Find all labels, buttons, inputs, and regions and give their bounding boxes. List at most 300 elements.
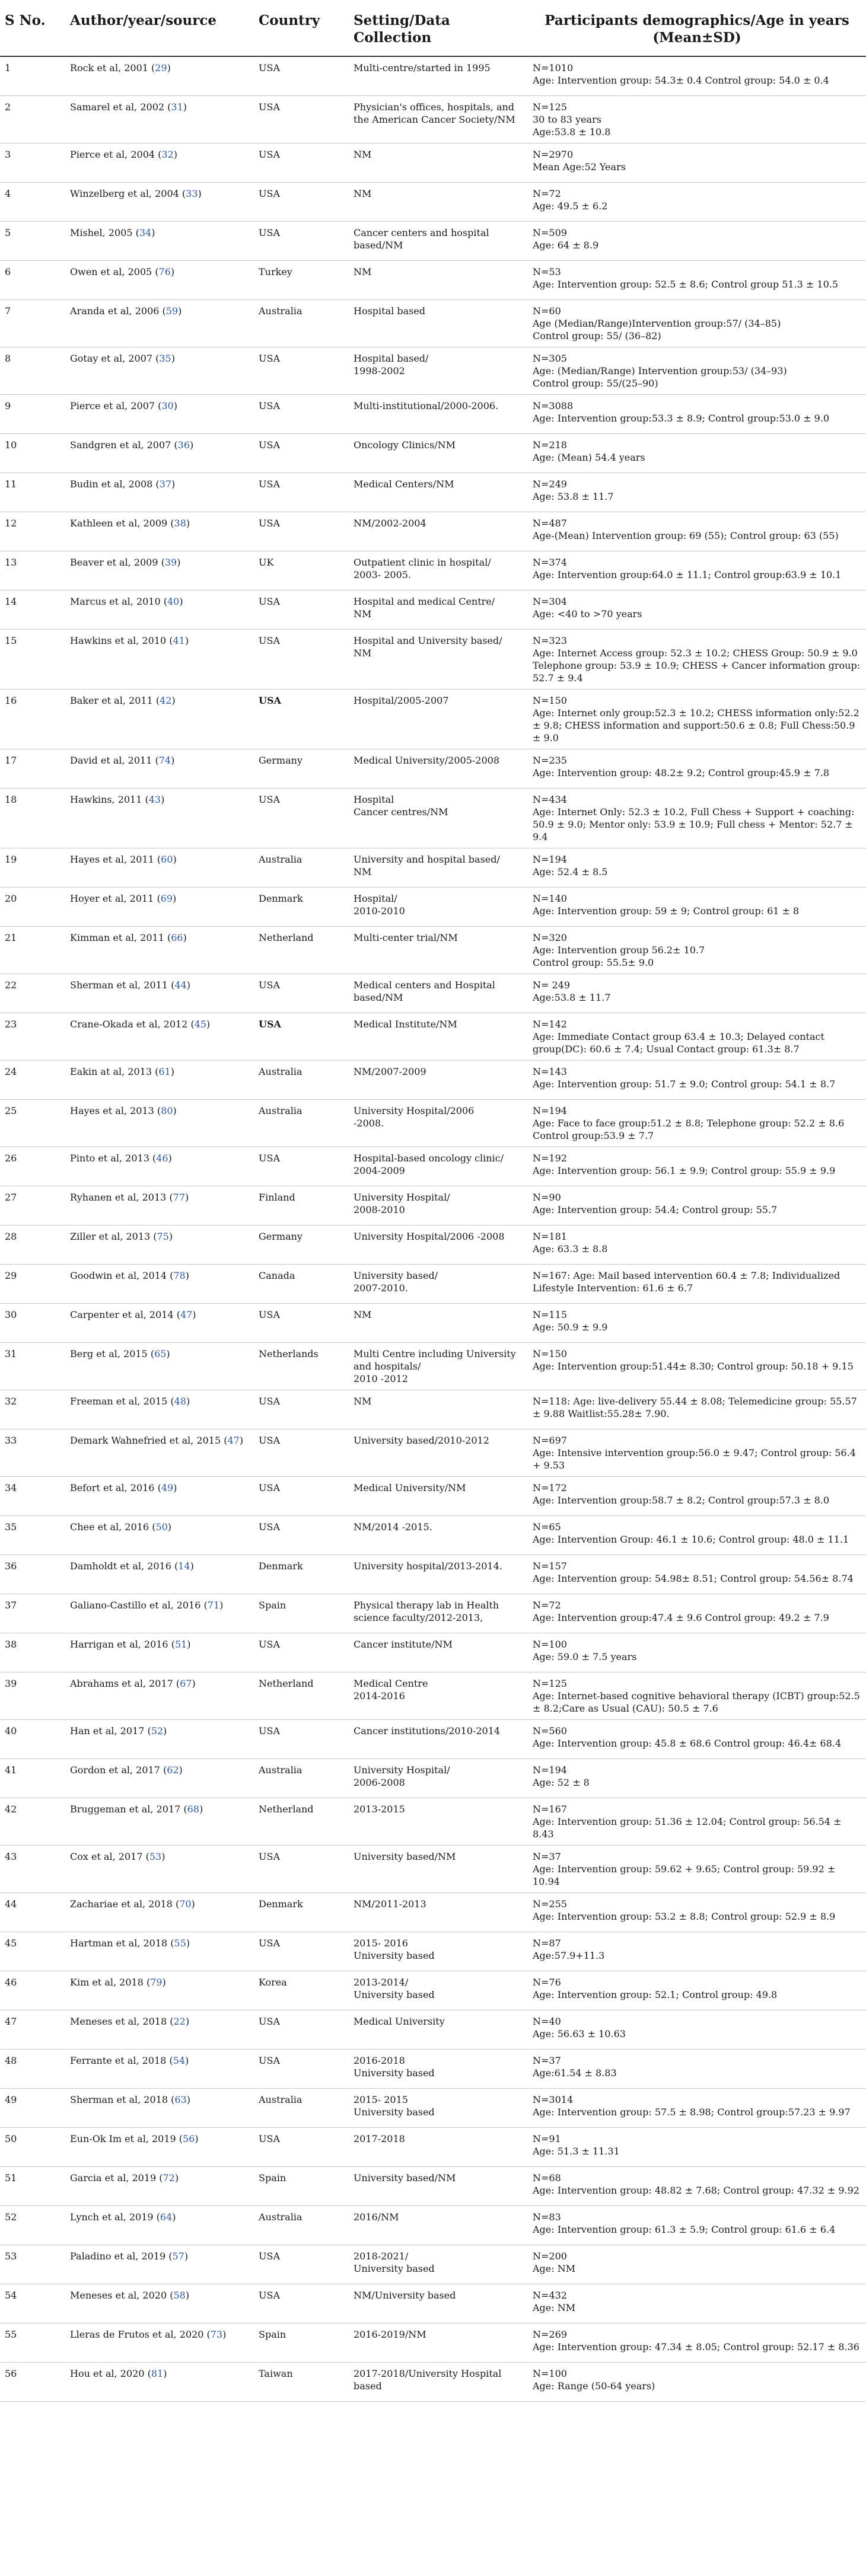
- table-row: [0, 1892, 866, 1932]
- cell-country: [254, 2088, 349, 2127]
- reference-link[interactable]: 57: [172, 2250, 184, 2262]
- cell-sno: [0, 182, 65, 221]
- header-author: Author/year/source: [65, 0, 254, 56]
- cell-country: [254, 221, 349, 260]
- reference-link[interactable]: 47: [227, 1434, 240, 1446]
- setting-value: 2017-2018: [354, 2133, 405, 2144]
- demographics-value: N=83 Age: Intervention group: 61.3 ± 5.9; Control group: 61.6 ± 6.4: [533, 2211, 836, 2235]
- country-value: USA: [259, 1152, 280, 1164]
- cell-demographics: [528, 221, 866, 260]
- cell-demographics: [528, 887, 866, 926]
- demographics-value: N=125 Age: Internet-based cognitive behavioral therapy (ICBT) group:52.5 ± 8.2;Care as Usual (CAU): 50.5 ± 7.6: [533, 1677, 860, 1714]
- sno-value: 56: [5, 2367, 17, 2379]
- sno-value: 26: [5, 1152, 17, 1164]
- cell-setting: [349, 2010, 528, 2049]
- cell-setting: [349, 1633, 528, 1672]
- table-row: [0, 433, 866, 473]
- cell-demographics: [528, 433, 866, 473]
- author-text: Mishel, 2005: [70, 226, 133, 238]
- table-row: [0, 2284, 866, 2323]
- demographics-value: N=150 Age: Intervention group:51.44± 8.30; Control group: 50.18 + 9.15: [533, 1348, 854, 1372]
- reference-link[interactable]: 59: [165, 305, 179, 317]
- setting-value: NM/2011-2013: [354, 1898, 426, 1910]
- cell-sno: [0, 2010, 65, 2049]
- reference-link[interactable]: 48: [174, 1395, 187, 1407]
- reference-link[interactable]: 54: [173, 2054, 186, 2066]
- cell-setting: [349, 1186, 528, 1225]
- cell-country: [254, 629, 349, 689]
- cell-setting: [349, 1672, 528, 1719]
- sno-value: 12: [5, 517, 17, 529]
- setting-value: 2015- 2015 University based: [354, 2093, 435, 2118]
- author-text: Kim et al, 2018: [70, 1976, 144, 1988]
- demographics-value: N=305 Age: (Median/Range) Intervention group:53/ (34–93) Control group: 55/(25–90): [533, 352, 787, 389]
- cell-sno: [0, 1429, 65, 1476]
- cell-country: [254, 1594, 349, 1633]
- country-value: USA: [259, 595, 280, 607]
- country-value: USA: [259, 517, 280, 529]
- cell-demographics: [528, 512, 866, 551]
- author-text: Goodwin et al, 2014: [70, 1269, 167, 1281]
- table-row: [0, 1390, 866, 1429]
- reference-link[interactable]: 42: [160, 694, 172, 706]
- cell-setting: [349, 926, 528, 973]
- cell-country: [254, 1013, 349, 1060]
- reference-link[interactable]: 49: [161, 1482, 174, 1493]
- reference-link[interactable]: 50: [155, 1521, 168, 1533]
- reference-link[interactable]: 33: [186, 187, 198, 199]
- cell-sno: [0, 1303, 65, 1342]
- reference-link[interactable]: 73: [210, 2328, 223, 2340]
- setting-value: Hospital/ 2010-2010: [354, 892, 405, 917]
- cell-country: [254, 473, 349, 512]
- reference-link[interactable]: 36: [177, 439, 190, 451]
- table-row: [0, 1264, 866, 1303]
- cell-author: Berg et al, 2015 (65): [65, 1342, 254, 1390]
- cell-author: Kim et al, 2018 (79): [65, 1971, 254, 2010]
- cell-country: [254, 1147, 349, 1186]
- cell-country: [254, 1845, 349, 1892]
- demographics-value: N=3014 Age: Intervention group: 57.5 ± 8.98; Control group:57.23 ± 9.97: [533, 2093, 851, 2118]
- cell-country: [254, 973, 349, 1013]
- reference-link[interactable]: 71: [207, 1599, 220, 1611]
- cell-author: David et al, 2011 (74): [65, 749, 254, 788]
- table-row: [0, 1971, 866, 2010]
- cell-setting: [349, 1099, 528, 1147]
- cell-author: Hawkins, 2011 (43): [65, 788, 254, 848]
- table-row: [0, 394, 866, 433]
- cell-demographics: [528, 260, 866, 299]
- setting-value: NM: [354, 148, 372, 160]
- reference-link[interactable]: 52: [151, 1725, 164, 1737]
- sno-value: 39: [5, 1677, 17, 1689]
- cell-country: [254, 394, 349, 433]
- cell-author: Owen et al, 2005 (76): [65, 260, 254, 299]
- author-text: Han et al, 2017: [70, 1725, 145, 1737]
- setting-value: NM: [354, 266, 372, 277]
- header-sno: S No.: [0, 0, 65, 56]
- author-text: Garcia et al, 2019: [70, 2172, 157, 2184]
- reference-link[interactable]: 80: [161, 1105, 173, 1116]
- reference-link[interactable]: 66: [171, 931, 183, 943]
- demographics-value: N=100 Age: 59.0 ± 7.5 years: [533, 1638, 637, 1662]
- sno-value: 48: [5, 2054, 17, 2066]
- author-text: Hou et al, 2020: [70, 2367, 145, 2379]
- table-row: [0, 1798, 866, 1845]
- reference-link[interactable]: 30: [161, 400, 174, 411]
- table-row: [0, 2362, 866, 2401]
- country-value: USA: [259, 148, 280, 160]
- cell-demographics: [528, 1798, 866, 1845]
- cell-sno: [0, 1342, 65, 1390]
- table-row: [0, 749, 866, 788]
- cell-setting: [349, 1013, 528, 1060]
- cell-country: [254, 590, 349, 629]
- demographics-value: N=68 Age: Intervention group: 48.82 ± 7.68; Control group: 47.32 ± 9.92: [533, 2172, 859, 2196]
- cell-country: [254, 1719, 349, 1758]
- table-row: [0, 1758, 866, 1798]
- setting-value: 2015- 2016 University based: [354, 1937, 435, 1961]
- reference-link[interactable]: 76: [158, 266, 171, 277]
- cell-sno: [0, 1390, 65, 1429]
- reference-link[interactable]: 65: [154, 1348, 167, 1359]
- cell-demographics: [528, 788, 866, 848]
- demographics-value: N=167 Age: Intervention group: 51.36 ± 12.04; Control group: 56.54 ± 8.43: [533, 1803, 842, 1840]
- author-text: Gotay et al, 2007: [70, 352, 153, 364]
- cell-sno: [0, 1515, 65, 1554]
- table-row: [0, 689, 866, 749]
- author-text: Hartman et al, 2018: [70, 1937, 168, 1949]
- cell-sno: [0, 590, 65, 629]
- cell-demographics: [528, 1303, 866, 1342]
- table-row: [0, 2166, 866, 2205]
- cell-demographics: [528, 394, 866, 433]
- cell-author: Cox et al, 2017 (53): [65, 1845, 254, 1892]
- cell-setting: [349, 1429, 528, 1476]
- cell-demographics: [528, 1060, 866, 1099]
- country-value: USA: [259, 2054, 280, 2066]
- cell-setting: [349, 299, 528, 347]
- cell-sno: [0, 2362, 65, 2401]
- sno-value: 25: [5, 1105, 17, 1116]
- cell-country: [254, 749, 349, 788]
- cell-setting: [349, 1390, 528, 1429]
- cell-sno: [0, 629, 65, 689]
- cell-sno: [0, 2284, 65, 2323]
- cell-sno: [0, 1633, 65, 1672]
- sno-value: 7: [5, 305, 11, 317]
- reference-link[interactable]: 53: [149, 1850, 162, 1862]
- reference-link[interactable]: 35: [159, 352, 171, 364]
- author-text: Ferrante et al, 2018: [70, 2054, 167, 2066]
- cell-setting: [349, 182, 528, 221]
- setting-value: Medical University: [354, 2015, 445, 2027]
- cell-sno: [0, 1060, 65, 1099]
- setting-value: 2018-2021/ University based: [354, 2250, 435, 2274]
- table-row: [0, 221, 866, 260]
- reference-link[interactable]: 39: [164, 556, 177, 568]
- reference-link[interactable]: 55: [174, 1937, 186, 1949]
- cell-country: [254, 848, 349, 887]
- author-text: Harrigan et al, 2016: [70, 1638, 168, 1650]
- setting-value: 2013-2015: [354, 1803, 405, 1815]
- author-text: Hawkins, 2011: [70, 793, 142, 805]
- reference-link[interactable]: 72: [163, 2172, 175, 2184]
- table-row: [0, 1099, 866, 1147]
- setting-value: NM: [354, 1395, 372, 1407]
- reference-link[interactable]: 44: [174, 979, 187, 991]
- table-row: [0, 2205, 866, 2245]
- demographics-value: N=60 Age (Median/Range)Intervention group:57/ (34–85) Control group: 55/ (36–82): [533, 305, 781, 341]
- table-row: [0, 788, 866, 848]
- reference-link[interactable]: 74: [158, 754, 171, 766]
- reference-link[interactable]: 60: [161, 853, 173, 865]
- cell-sno: [0, 1758, 65, 1798]
- country-value: Taiwan: [259, 2367, 293, 2379]
- cell-demographics: [528, 95, 866, 143]
- country-value: Australia: [259, 1065, 303, 1077]
- sno-value: 51: [5, 2172, 17, 2184]
- reference-link[interactable]: 77: [173, 1191, 186, 1203]
- cell-sno: [0, 2205, 65, 2245]
- reference-link[interactable]: 37: [159, 478, 172, 490]
- cell-demographics: [528, 1476, 866, 1515]
- country-value: USA: [259, 2250, 280, 2262]
- reference-link[interactable]: 70: [179, 1898, 192, 1910]
- cell-author: Beaver et al, 2009 (39): [65, 551, 254, 590]
- reference-link[interactable]: 58: [173, 2289, 186, 2301]
- sno-value: 31: [5, 1348, 17, 1359]
- cell-country: [254, 1429, 349, 1476]
- setting-value: Hospital-based oncology clinic/ 2004-2009: [354, 1152, 504, 1176]
- author-text: Sherman et al, 2011: [70, 979, 168, 991]
- author-text: Hawkins et al, 2010: [70, 634, 167, 646]
- country-value: Finland: [259, 1191, 295, 1203]
- cell-demographics: [528, 1429, 866, 1476]
- reference-link[interactable]: 34: [139, 226, 152, 238]
- cell-sno: [0, 1672, 65, 1719]
- reference-link[interactable]: 40: [167, 595, 180, 607]
- cell-sno: [0, 1554, 65, 1594]
- demographics-value: N=37 Age:61.54 ± 8.83: [533, 2054, 617, 2079]
- author-text: Gordon et al, 2017: [70, 1764, 160, 1776]
- reference-link[interactable]: 22: [173, 2015, 186, 2027]
- cell-sno: [0, 1013, 65, 1060]
- cell-author: Sherman et al, 2018 (63): [65, 2088, 254, 2127]
- cell-sno: [0, 1932, 65, 1971]
- country-value: USA: [259, 400, 280, 411]
- table-row: [0, 2245, 866, 2284]
- sno-value: 22: [5, 979, 17, 991]
- reference-link[interactable]: 81: [151, 2367, 164, 2379]
- reference-link[interactable]: 75: [157, 1230, 169, 1242]
- cell-sno: [0, 56, 65, 95]
- reference-link[interactable]: 68: [187, 1803, 199, 1815]
- cell-author: Aranda et al, 2006 (59): [65, 299, 254, 347]
- country-value: Spain: [259, 1599, 286, 1611]
- sno-value: 11: [5, 478, 17, 490]
- cell-author: Zachariae et al, 2018 (70): [65, 1892, 254, 1932]
- cell-country: [254, 2166, 349, 2205]
- author-text: Pinto et al, 2013: [70, 1152, 149, 1164]
- setting-value: Multi-institutional/2000-2006.: [354, 400, 499, 411]
- cell-setting: [349, 2323, 528, 2362]
- cell-sno: [0, 394, 65, 433]
- reference-link[interactable]: 43: [148, 793, 161, 805]
- reference-link[interactable]: 78: [173, 1269, 186, 1281]
- setting-value: University Hospital/ 2006-2008: [354, 1764, 450, 1788]
- cell-setting: [349, 848, 528, 887]
- cell-author: Chee et al, 2016 (50): [65, 1515, 254, 1554]
- reference-link[interactable]: 67: [180, 1677, 192, 1689]
- cell-country: [254, 1186, 349, 1225]
- demographics-value: N=72 Age: Intervention group:47.4 ± 9.6 Control group: 49.2 ± 7.9: [533, 1599, 829, 1623]
- cell-author: Eakin at al, 2013 (61): [65, 1060, 254, 1099]
- cell-setting: [349, 1594, 528, 1633]
- cell-author: Lleras de Frutos et al, 2020 (73): [65, 2323, 254, 2362]
- cell-country: [254, 887, 349, 926]
- reference-link[interactable]: 47: [180, 1308, 193, 1320]
- cell-setting: [349, 1845, 528, 1892]
- table-row: [0, 848, 866, 887]
- cell-setting: [349, 1554, 528, 1594]
- cell-setting: [349, 1060, 528, 1099]
- reference-link[interactable]: 31: [171, 101, 183, 113]
- table-row: [0, 1013, 866, 1060]
- author-text: Lleras de Frutos et al, 2020: [70, 2328, 204, 2340]
- country-value: USA: [259, 1018, 281, 1030]
- cell-country: [254, 1932, 349, 1971]
- country-value: USA: [259, 694, 281, 706]
- country-value: USA: [259, 2289, 280, 2301]
- reference-link[interactable]: 61: [158, 1065, 171, 1077]
- cell-country: [254, 2127, 349, 2166]
- demographics-value: N=167: Age: Mail based intervention 60.4 ± 7.8; Individualized Lifestyle Intervention: 61.6 ± 6.7: [533, 1269, 840, 1294]
- table-row: [0, 1672, 866, 1719]
- demographics-value: N=90 Age: Intervention group: 54.4; Control group: 55.7: [533, 1191, 778, 1215]
- country-value: USA: [259, 439, 280, 451]
- sno-value: 10: [5, 439, 17, 451]
- cell-demographics: [528, 1594, 866, 1633]
- cell-demographics: [528, 56, 866, 95]
- cell-demographics: [528, 551, 866, 590]
- demographics-value: N=40 Age: 56.63 ± 10.63: [533, 2015, 626, 2039]
- reference-link[interactable]: 56: [183, 2133, 195, 2144]
- reference-link[interactable]: 64: [160, 2211, 173, 2223]
- demographics-value: N=194 Age: 52 ± 8: [533, 1764, 590, 1788]
- cell-author: Ziller et al, 2013 (75): [65, 1225, 254, 1264]
- setting-value: 2016-2019/NM: [354, 2328, 426, 2340]
- sno-value: 18: [5, 793, 17, 805]
- cell-setting: [349, 1798, 528, 1845]
- cell-country: [254, 2010, 349, 2049]
- country-value: USA: [259, 1850, 280, 1862]
- author-text: Damholdt et al, 2016: [70, 1560, 171, 1572]
- cell-demographics: [528, 143, 866, 182]
- cell-country: [254, 95, 349, 143]
- cell-demographics: [528, 848, 866, 887]
- sno-value: 47: [5, 2015, 17, 2027]
- demographics-value: N=87 Age:57.9+11.3: [533, 1937, 605, 1961]
- cell-setting: [349, 143, 528, 182]
- reference-link[interactable]: 29: [155, 62, 167, 74]
- author-text: Hayes et al, 2011: [70, 853, 154, 865]
- cell-author: Marcus et al, 2010 (40): [65, 590, 254, 629]
- cell-setting: [349, 512, 528, 551]
- demographics-value: N=218 Age: (Mean) 54.4 years: [533, 439, 645, 463]
- reference-link[interactable]: 32: [161, 148, 174, 160]
- country-value: USA: [259, 1308, 280, 1320]
- cell-author: Befort et al, 2016 (49): [65, 1476, 254, 1515]
- sno-value: 41: [5, 1764, 17, 1776]
- cell-setting: [349, 973, 528, 1013]
- table-row: [0, 1515, 866, 1554]
- cell-sno: [0, 689, 65, 749]
- reference-link[interactable]: 63: [174, 2093, 187, 2105]
- setting-value: Physical therapy lab in Health science faculty/2012-2013,: [354, 1599, 499, 1623]
- cell-author: Harrigan et al, 2016 (51): [65, 1633, 254, 1672]
- cell-sno: [0, 887, 65, 926]
- header-row: [0, 0, 866, 56]
- cell-demographics: [528, 1099, 866, 1147]
- cell-country: [254, 143, 349, 182]
- cell-demographics: [528, 1554, 866, 1594]
- cell-author: Han et al, 2017 (52): [65, 1719, 254, 1758]
- demographics-value: N=37 Age: Intervention group: 59.62 + 9.65; Control group: 59.92 ± 10.94: [533, 1850, 836, 1887]
- cell-country: [254, 926, 349, 973]
- table-header: [0, 0, 866, 56]
- sno-value: 1: [5, 62, 11, 74]
- reference-link[interactable]: 62: [167, 1764, 179, 1776]
- cell-sno: [0, 2323, 65, 2362]
- cell-author: Pierce et al, 2004 (32): [65, 143, 254, 182]
- reference-link[interactable]: 69: [160, 892, 173, 904]
- cell-author: Galiano-Castillo et al, 2016 (71): [65, 1594, 254, 1633]
- demographics-value: N=150 Age: Internet only group:52.3 ± 10.2; CHESS information only:52.2 ± 9.8; CHESS information and support:50.6 ± 0.8; Full Chess:50.9 ± 9.0: [533, 694, 859, 743]
- sno-value: 4: [5, 187, 11, 199]
- author-text: Carpenter et al, 2014: [70, 1308, 174, 1320]
- cell-country: [254, 1099, 349, 1147]
- cell-author: Samarel et al, 2002 (31): [65, 95, 254, 143]
- sno-value: 24: [5, 1065, 17, 1077]
- reference-link[interactable]: 51: [174, 1638, 187, 1650]
- setting-value: Hospital based/ 1998-2002: [354, 352, 429, 376]
- table-row: [0, 2323, 866, 2362]
- reference-link[interactable]: 14: [178, 1560, 190, 1572]
- reference-link[interactable]: 79: [150, 1976, 163, 1988]
- cell-setting: [349, 1303, 528, 1342]
- cell-sno: [0, 749, 65, 788]
- reference-link[interactable]: 38: [174, 517, 186, 529]
- table-row: [0, 1845, 866, 1892]
- setting-value: NM/2007-2009: [354, 1065, 426, 1077]
- setting-value: Cancer institutions/2010-2014: [354, 1725, 501, 1737]
- cell-demographics: [528, 1342, 866, 1390]
- setting-value: Medical University/2005-2008: [354, 754, 500, 766]
- country-value: Spain: [259, 2172, 286, 2184]
- setting-value: University Hospital/2006 -2008.: [354, 1105, 475, 1129]
- demographics-value: N=143 Age: Intervention group: 51.7 ± 9.0; Control group: 54.1 ± 8.7: [533, 1065, 836, 1090]
- reference-link[interactable]: 41: [173, 634, 185, 646]
- cell-author: Gotay et al, 2007 (35): [65, 347, 254, 394]
- cell-demographics: [528, 1672, 866, 1719]
- country-value: USA: [259, 352, 280, 364]
- reference-link[interactable]: 45: [194, 1018, 207, 1030]
- table-row: [0, 2127, 866, 2166]
- cell-country: [254, 2362, 349, 2401]
- reference-link[interactable]: 46: [156, 1152, 168, 1164]
- cell-author: Ryhanen et al, 2013 (77): [65, 1186, 254, 1225]
